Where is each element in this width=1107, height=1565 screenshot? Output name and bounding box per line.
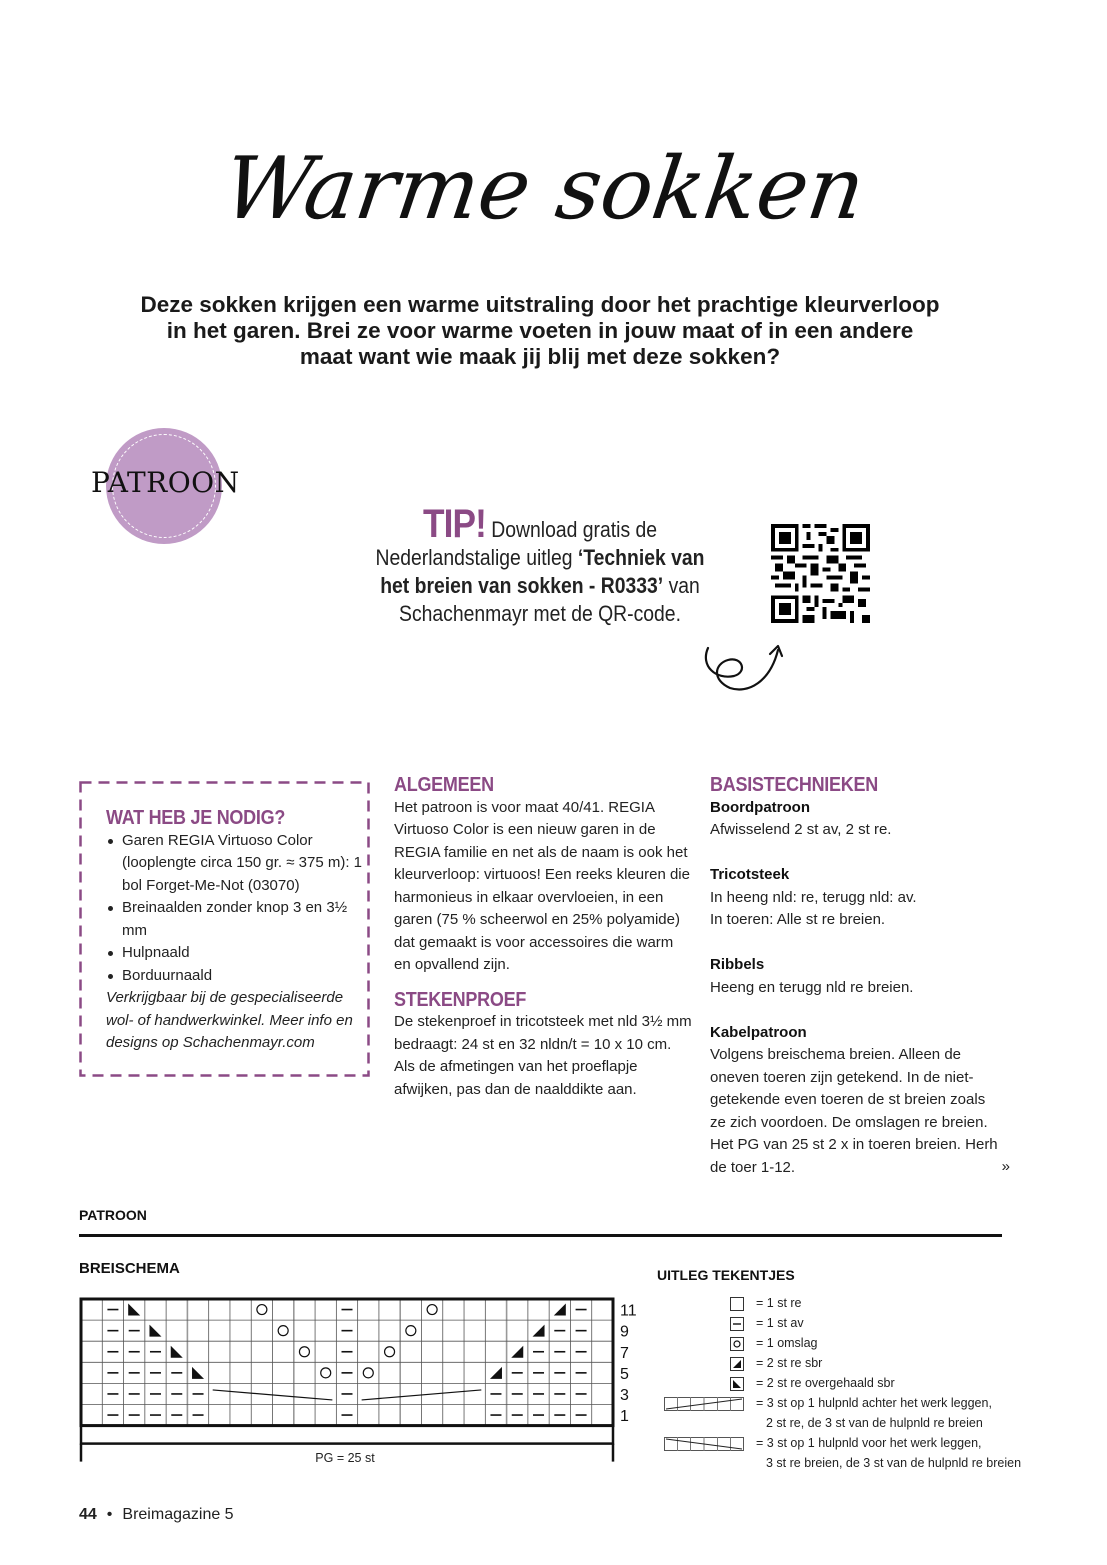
algemeen-heading: ALGEMEEN — [394, 774, 494, 796]
section-divider — [79, 1234, 1002, 1237]
tricotsteek-title: Tricotsteek — [710, 866, 790, 883]
row-number-label: 9 — [620, 1323, 629, 1341]
chart-repeat-band — [81, 1426, 613, 1444]
basistechnieken-heading: BASISTECHNIEKEN — [710, 774, 878, 796]
legend-item — [660, 1295, 1060, 1315]
materials-list — [106, 830, 366, 988]
ribbels-title: Ribbels — [710, 956, 765, 973]
row-number-label: 1 — [620, 1408, 629, 1426]
curly-arrow-icon — [690, 636, 790, 696]
legend-text: = 1 st av — [756, 1316, 804, 1330]
materials-box — [79, 781, 370, 1077]
pattern-repeat-label: PG = 25 st — [315, 1451, 375, 1465]
legend-text: = 1 omslag — [756, 1336, 818, 1350]
materials-item: Hulpnaald — [106, 942, 366, 965]
cable-front-icon — [664, 1437, 744, 1451]
continued-marker: » — [1001, 1158, 1010, 1175]
legend-item — [660, 1375, 1060, 1395]
row-number-label: 5 — [620, 1365, 629, 1383]
legend-item — [660, 1435, 1060, 1475]
knitting-chart — [78, 1296, 638, 1476]
legend-item — [660, 1395, 1060, 1435]
kabelpatroon-title: Kabelpatroon — [710, 1023, 807, 1041]
column-general — [394, 774, 694, 1101]
row-number-label: 7 — [620, 1344, 629, 1362]
algemeen-text: Het patroon is voor maat 40/41. REGIA Virtuoso Color is een nieuw garen in de REGIA familie en net als de naam is ook het kleurverloop: virtuoos! Een reeks kleuren die harmonieus in elkaar overvloeien, in een garen (75 % scheerwol en 25% polyamide) dat gemaakt is voor accessoires die warm en opvallend zijn. — [394, 798, 690, 973]
materials-item: Garen REGIA Virtuoso Color (looplengte circa 150 gr. ≈ 375 m): 1 bol Forget-Me-Not (03070) — [106, 830, 366, 898]
boordpatroon-title: Boordpatroon — [710, 798, 810, 816]
chart-title: BREISCHEMA — [79, 1260, 180, 1277]
legend — [660, 1295, 1060, 1475]
materials-item: Breinaalden zonder knop 3 en 3½ mm — [106, 897, 366, 942]
qr-code-icon[interactable] — [771, 524, 870, 623]
legend-text: = 2 st re overgehaald sbr — [756, 1376, 895, 1390]
legend-text: 2 st re, de 3 st van de hulpnld re breien — [766, 1416, 983, 1430]
materials-item: Borduurnaald — [106, 965, 366, 988]
tip-block — [364, 502, 716, 628]
tip-text-1: Download gratis de Nederlandstalige uitleg — [375, 517, 658, 570]
yarn-over-box-icon — [730, 1337, 744, 1351]
magazine-name: Breimagazine 5 — [122, 1506, 234, 1523]
legend-item — [660, 1315, 1060, 1335]
column-techniques — [710, 774, 1010, 1179]
purl-box-icon — [730, 1317, 744, 1331]
stekenproef-heading: STEKENPROEF — [394, 988, 527, 1011]
materials-heading: WAT HEB JE NODIG? — [106, 807, 286, 829]
legend-text: = 3 st op 1 hulpnld voor het werk leggen, — [756, 1436, 982, 1450]
page-footer — [79, 1506, 234, 1524]
knit-box-icon — [730, 1297, 744, 1311]
legend-item — [660, 1355, 1060, 1375]
boordpatroon-text: Afwisselend 2 st av, 2 st re. — [710, 821, 892, 838]
legend-item — [660, 1335, 1060, 1355]
legend-text: 3 st re breien, de 3 st van de hulpnld re breien — [766, 1456, 1022, 1470]
patroon-badge-label: PATROON — [91, 466, 240, 499]
title-text: Warme sokken — [217, 139, 871, 239]
kabelpatroon-text: Volgens breischema breien. Alleen de oneven toeren zijn getekend. In de niet-getekende even toeren de st breien zoals ze zich voordoen. De omslagen re breien. Het PG van 25 st 2 x in toeren breien. Herh de toer 1-12. — [710, 1046, 998, 1176]
legend-text: = 2 st re sbr — [756, 1356, 823, 1370]
tricotsteek-line: In toeren: Alle st re breien. — [710, 911, 886, 928]
ribbels-text: Heeng en terugg nld re breien. — [710, 978, 914, 996]
legend-text: = 3 st op 1 hulpnld achter het werk leggen, — [756, 1396, 992, 1410]
ssk-box-icon — [730, 1377, 744, 1391]
stekenproef-text: De stekenproef in tricotsteek met nld 3½ mm bedraagt: 24 st en 32 nldn/t = 10 x 10 cm. Als de afmetingen van het proeflapje afwijken, pas dan de naalddikte aan. — [394, 1013, 692, 1098]
intro-text: Deze sokken krijgen een warme uitstraling door het prachtige kleurverloop in het garen. Brei ze voor warme voeten in jouw maat of in een andere maat want wie maak jij blij met deze sokken? — [140, 292, 940, 369]
cable-back-icon — [664, 1397, 744, 1411]
k2tog-box-icon — [730, 1357, 744, 1371]
tip-text-2: van Schachenmayr met de QR-code. — [399, 573, 700, 626]
legend-title: UITLEG TEKENTJES — [657, 1267, 795, 1283]
tip-word: TIP! — [422, 502, 486, 546]
footer-separator: • — [106, 1506, 113, 1523]
patroon-section-title: PATROON — [79, 1207, 147, 1223]
tricotsteek-line: In heeng nld: re, terugg nld: av. — [710, 888, 917, 906]
title-lettering — [217, 118, 871, 258]
page-number: 44 — [79, 1506, 97, 1523]
row-number-label: 3 — [620, 1386, 629, 1404]
materials-note: Verkrijgbaar bij de gespecialiseerde wol- of handwerkwinkel. Meer info en designs op Schachenmayr.com — [106, 989, 353, 1051]
tip-bold-title: ‘Techniek van het breien van sokken - R0333’ — [380, 545, 705, 598]
legend-text: = 1 st re — [756, 1296, 802, 1310]
row-number-label: 11 — [620, 1302, 637, 1320]
page-title — [217, 118, 871, 258]
